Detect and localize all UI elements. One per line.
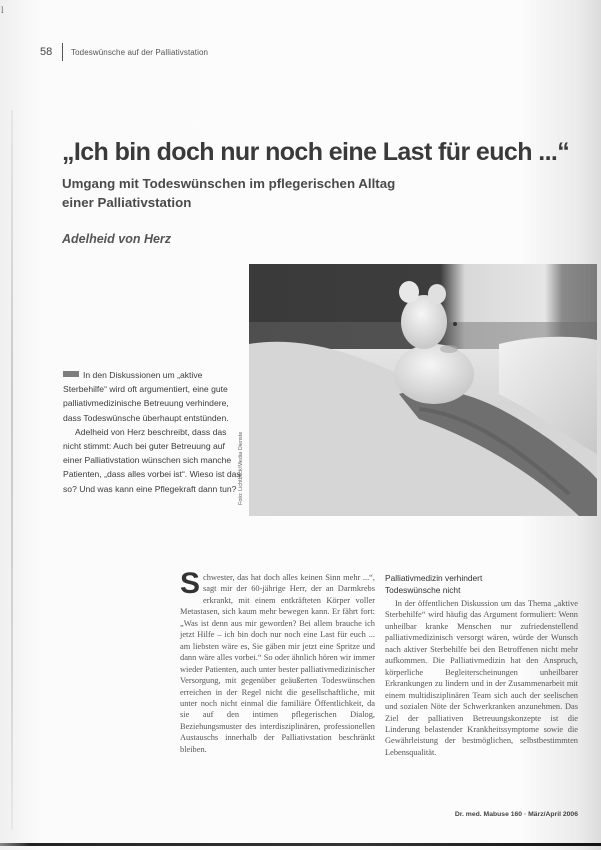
article-subtitle [62, 174, 482, 212]
teaser-paragraph-2: Adelheid von Herz beschreibt, dass das nicht stimmt: Auch bei guter Betreuung auf einer Palliativstation wünschen sich manche Patienten, „dass alles vorbei ist“. Wieso ist das so? Und was kann eine Pflegekraft dann tun? [63, 426, 241, 494]
subtitle-line-1: Umgang mit Todeswünschen im pflegerischen Alltag [62, 176, 396, 191]
teaser-paragraph-1: In den Diskussionen um „aktive Sterbehilfe“ wird oft argumentiert, eine gute palliativmedizinische Betreuung verhindere, dass Todeswünsche überhaupt entstünden. [63, 370, 229, 423]
body-paragraph: In der öffentlichen Diskussion um das Thema „aktive Sterbehilfe“ wird häufig das Argument formuliert: Wenn unheilbar kranke Menschen nur zufriedenstellend palliativmedizinisch versorgt wären, würde der Wunsch nach aktiver Sterbehilfe bei den Betroffenen nicht mehr aufkommen. Die Palliativmedizin hat den Anspruch, körperliche Begleiterscheinungen unheilbarer Erkrankungen zu lindern und in der Zusammenarbeit mit einem multidisziplinären Team sich auch der seelischen und sozialen Nöte der Schwerkranken anzunehmen. Das Ziel der palliativen Betreuungskonzepte ist die Linderung belastender Krankheitssymptome sowie die Gewährleistung der bestmöglichen, selbstbestimmten Lebensqualität. [385, 599, 578, 757]
photo-teddy-on-bed [249, 264, 597, 516]
subtitle-line-2: einer Palliativstation [62, 195, 192, 210]
running-title: Todeswünsche auf der Palliativstation [71, 47, 209, 57]
section-subhead: Palliativmedizin verhindert Todeswünsche nicht [385, 573, 483, 595]
article-teaser [63, 368, 241, 496]
body-column-1 [180, 567, 375, 755]
article-author: Adelheid von Herz [62, 232, 172, 246]
photo-credit: Foto: Lichtblick/Media Dienste [238, 431, 244, 505]
scan-gutter-shadow [11, 110, 13, 830]
running-head [40, 44, 208, 60]
article-photo [249, 264, 597, 516]
footer-source: Dr. med. Mabuse 160 · März/April 2006 [454, 811, 578, 818]
body-paragraph: chwester, das hat doch alles keinen Sinn mehr ...“, sagt mir der 60-jährige Herr, der an Darmkrebs erkrankt, mit einem entkräfteten Körper voller Metastasen, sich kaum mehr bewegen kann. Er fährt fort: „Was ist denn aus mir geworden? Bei allem brauche ich jetzt Hilfe – ich bin doch nur noch eine Last für euch ... am liebsten wäre es, Sie gäben mir jetzt eine Spritze und dann wäre alles vorbei.“ So oder ähnlich hören wir immer wieder Patienten, auch unter bester palliativmedizinischer Versorgung, mit gegenüber geäußerten Todeswünschen erreichen in der Regel nicht die gesellschaftliche, mit unter noch nicht einmal die familiäre Öffentlichkeit, da sie auf den intimen pflegerischen Dialog, Beziehungsmuster des interdisziplinären, professionellen Austauschs innerhalb der Palliativstation beschränkt bleiben. [180, 573, 375, 754]
corner-mark: l [1, 6, 4, 15]
page-number: 58 [40, 46, 53, 58]
article-title: „Ich bin doch nur noch eine Last für euch ...“ [62, 138, 570, 166]
body-column-2 [385, 572, 578, 758]
scan-bottom-edge [0, 843, 601, 846]
teaser-marker-icon [63, 371, 79, 377]
drop-cap: S [180, 567, 201, 600]
running-head-divider [62, 43, 63, 61]
